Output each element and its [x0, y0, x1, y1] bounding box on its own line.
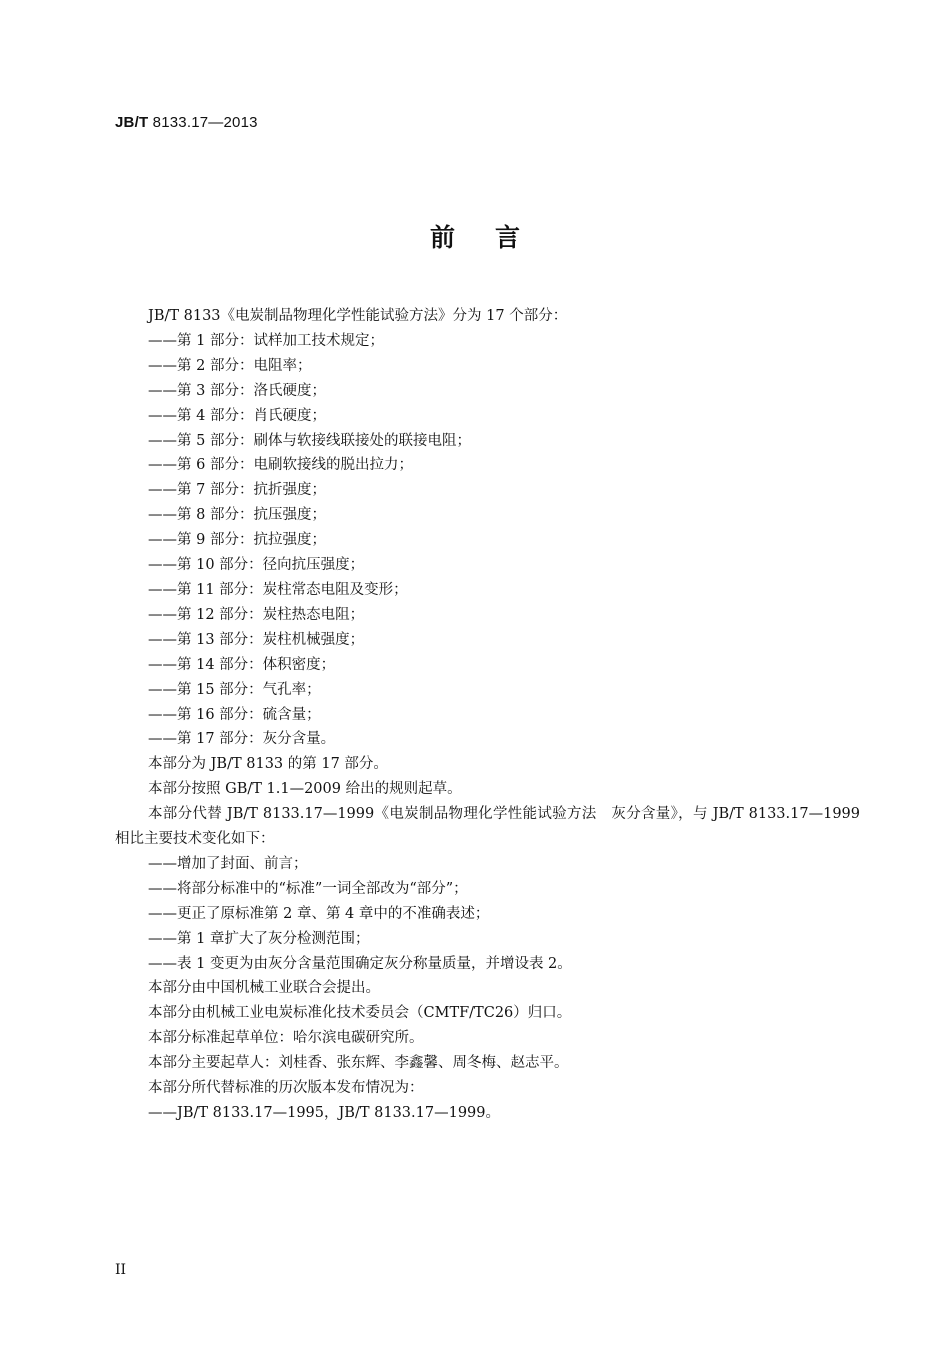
list-item-part-16: ——第 16 部分：硫含量； — [148, 706, 321, 723]
standard-code-header — [115, 114, 258, 131]
standard-code-number: 8133.17—2013 — [148, 114, 258, 131]
list-item-part-8: ——第 8 部分：抗压强度； — [148, 507, 326, 524]
foreword-body — [115, 304, 860, 1126]
list-item-part-10: ——第 10 部分：径向抗压强度； — [148, 557, 365, 574]
list-item-part-2: ——第 2 部分：电阻率； — [148, 357, 312, 374]
list-item-part-3: ——第 3 部分：洛氏硬度； — [148, 382, 326, 399]
paragraph-proposer: 本部分由中国机械工业联合会提出。 — [148, 980, 380, 997]
list-item-history: ——JB/T 8133.17—1995，JB/T 8133.17—1999。 — [148, 1105, 500, 1121]
paragraph-part-statement: 本部分为 JB/T 8133 的第 17 部分。 — [148, 756, 388, 773]
list-item-part-17: ——第 17 部分：灰分含量。 — [148, 731, 336, 748]
page-title: 前言 — [429, 223, 560, 252]
list-item-part-5: ——第 5 部分：刷体与软接线联接处的联接电阻； — [148, 432, 471, 449]
list-item-change-4: ——第 1 章扩大了灰分检测范围； — [148, 930, 370, 947]
paragraph-drafting-unit: 本部分标准起草单位：哈尔滨电碳研究所。 — [148, 1030, 424, 1047]
list-item-change-1: ——增加了封面、前言； — [148, 855, 308, 872]
paragraph-history-intro: 本部分所代替标准的历次版本发布情况为： — [148, 1080, 424, 1097]
list-item-change-2: ——将部分标准中的“标准”一词全部改为“部分”； — [148, 880, 468, 897]
standard-code-prefix: JB/T — [115, 114, 149, 131]
paragraph-drafting-rules: 本部分按照 GB/T 1.1—2009 给出的规则起草。 — [148, 781, 462, 798]
paragraph-committee: 本部分由机械工业电炭标准化技术委员会（CMTF/TC26）归口。 — [148, 1005, 572, 1022]
list-item-part-14: ——第 14 部分：体积密度； — [148, 656, 336, 673]
page-number: II — [115, 1262, 127, 1278]
list-item-part-9: ——第 9 部分：抗拉强度； — [148, 532, 326, 549]
list-item-part-6: ——第 6 部分：电刷软接线的脱出拉力； — [148, 457, 413, 474]
list-item-change-5: ——表 1 变更为由灰分含量范围确定灰分称量质量，并增设表 2。 — [148, 955, 572, 972]
list-item-part-11: ——第 11 部分：炭柱常态电阻及变形； — [148, 581, 408, 598]
list-item-part-4: ——第 4 部分：肖氏硬度； — [148, 407, 326, 424]
paragraph-intro: JB/T 8133《电炭制品物理化学性能试验方法》分为 17 个部分： — [148, 308, 568, 324]
list-item-part-13: ——第 13 部分：炭柱机械强度； — [148, 631, 365, 648]
list-item-part-12: ——第 12 部分：炭柱热态电阻； — [148, 606, 365, 623]
paragraph-replacement: 本部分代替 JB/T 8133.17—1999《电炭制品物理化学性能试验方法 灰分含量》，与 JB/T 8133.17—1999 相比主要技术变化如下： — [115, 806, 860, 848]
list-item-part-1: ——第 1 部分：试样加工技术规定； — [148, 332, 384, 349]
paragraph-drafters: 本部分主要起草人：刘桂香、张东辉、李鑫馨、周冬梅、赵志平。 — [148, 1055, 569, 1072]
list-item-change-3: ——更正了原标准第 2 章、第 4 章中的不准确表述； — [148, 905, 490, 922]
list-item-part-15: ——第 15 部分：气孔率； — [148, 681, 321, 698]
list-item-part-7: ——第 7 部分：抗折强度； — [148, 482, 326, 499]
